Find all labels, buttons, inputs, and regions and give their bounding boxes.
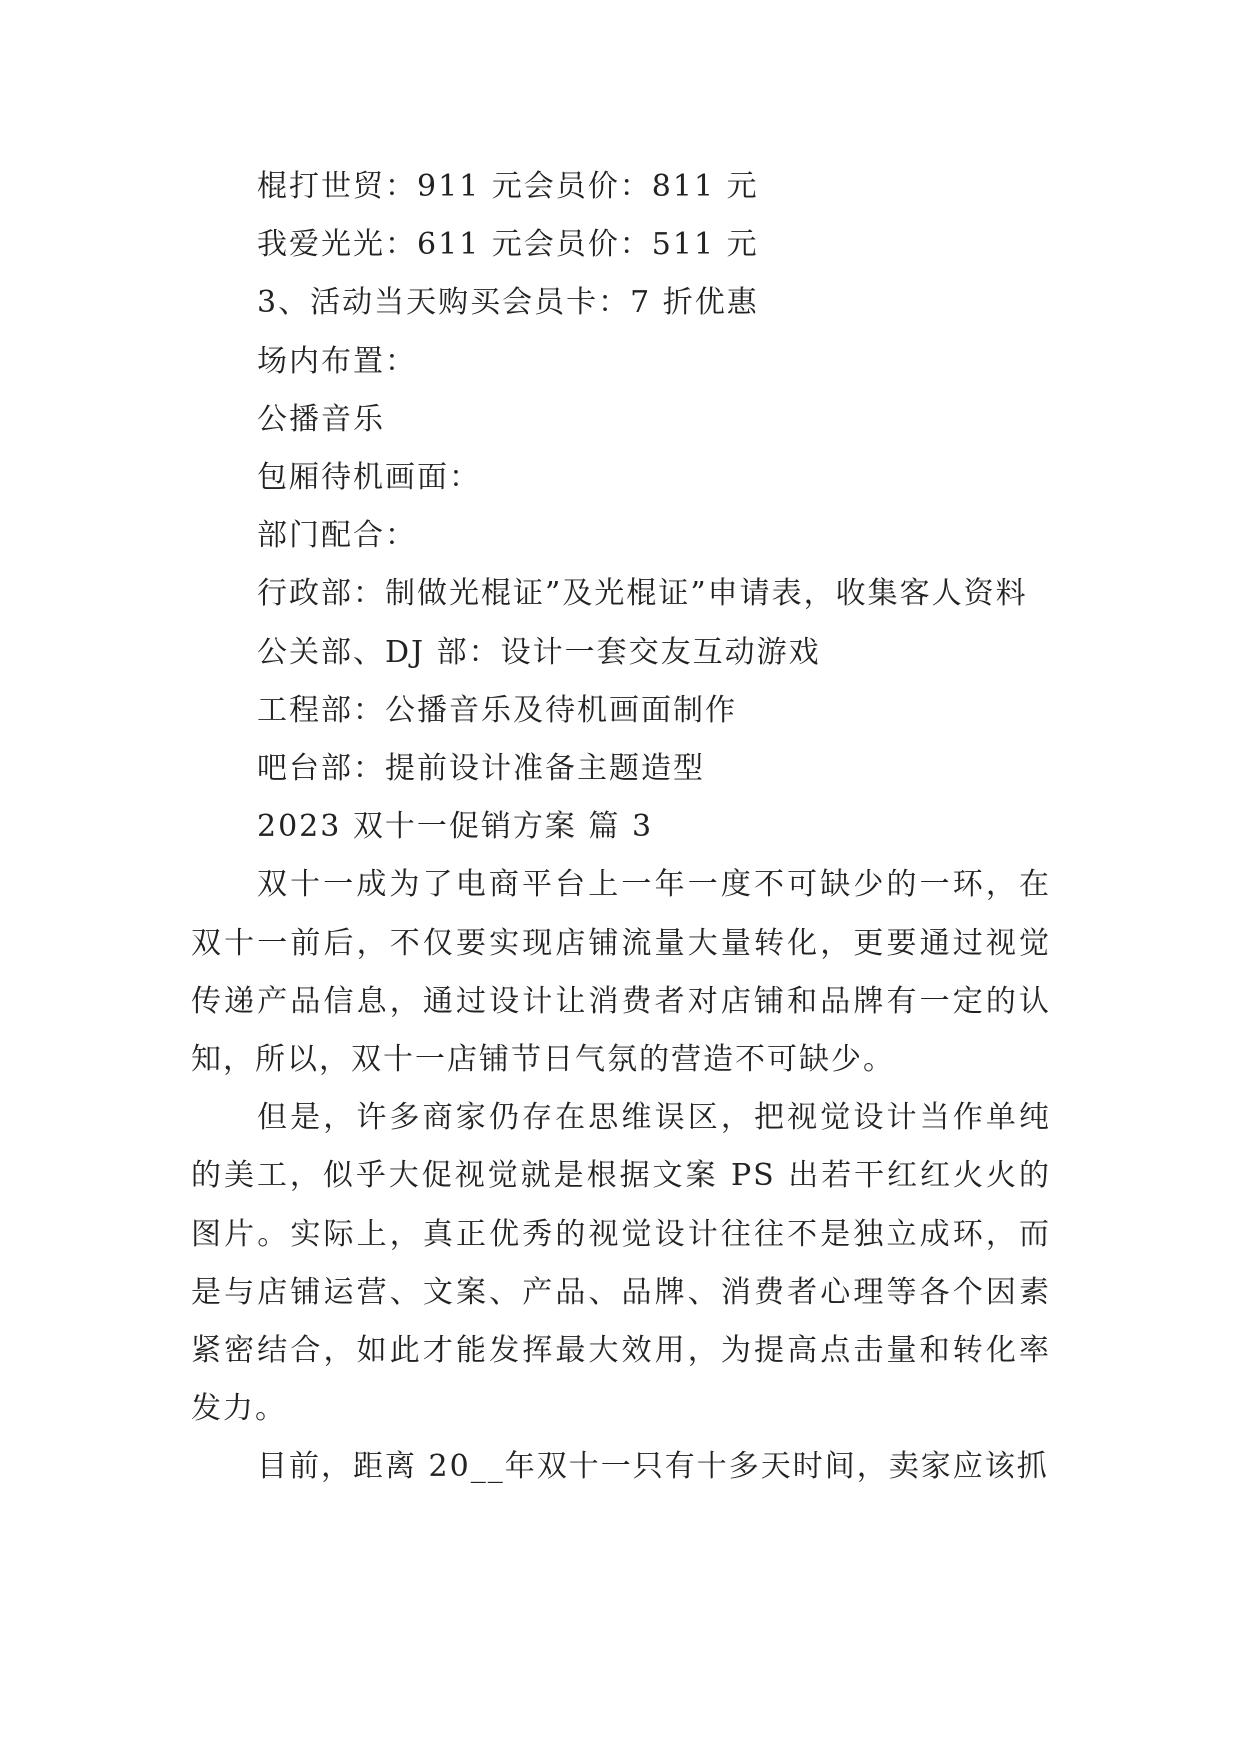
document-page (191, 158, 1051, 1497)
pr-dj-dept-line: 公关部、DJ 部：设计一套交友互动游戏 (257, 634, 821, 670)
body-paragraph-1: 双十一成为了电商平台上一年一度不可缺少的一环，在双十一前后，不仅要实现店铺流量大量转化，更要通过视觉传递产品信息，通过设计让消费者对店铺和品牌有一定的认知，所以，双十一店铺节日气氛的营造不可缺少。 (191, 867, 1051, 1078)
membership-discount-line: 3、活动当天购买会员卡：7 折优惠 (257, 285, 759, 321)
venue-layout-heading: 场内布置： (257, 343, 417, 379)
price-line-woaiguangguang: 我爱光光：611 元会员价：511 元 (257, 227, 759, 263)
bar-dept-line: 吧台部：提前设计准备主题造型 (257, 751, 705, 787)
section-title: 2023 双十一促销方案 篇 3 (257, 809, 654, 845)
private-room-screen-line: 包厢待机画面： (257, 460, 481, 496)
engineering-dept-line: 工程部：公播音乐及待机画面制作 (257, 692, 737, 728)
admin-dept-paragraph: 行政部：制做光棍证”及光棍证”申请表，收集客人资料 (257, 576, 1028, 612)
body-paragraph-3: 目前，距离 20__年双十一只有十多天时间，卖家应该抓 (257, 1449, 1049, 1485)
price-line-gundashimao: 棍打世贸：911 元会员价：811 元 (257, 169, 759, 204)
public-music-line: 公播音乐 (257, 401, 385, 437)
department-coordination-heading: 部门配合： (257, 518, 417, 554)
body-paragraph-2: 但是，许多商家仍存在思维误区，把视觉设计当作单纯的美工，似乎大促视觉就是根据文案 PS 出若干红红火火的图片。实际上，真正优秀的视觉设计往往不是独立成环，而是与店铺运营、文案、产品、品牌、消费者心理等各个因素紧密结合，如此才能发挥最大效用，为提高点击量和转化率发力。 (191, 1100, 1051, 1427)
